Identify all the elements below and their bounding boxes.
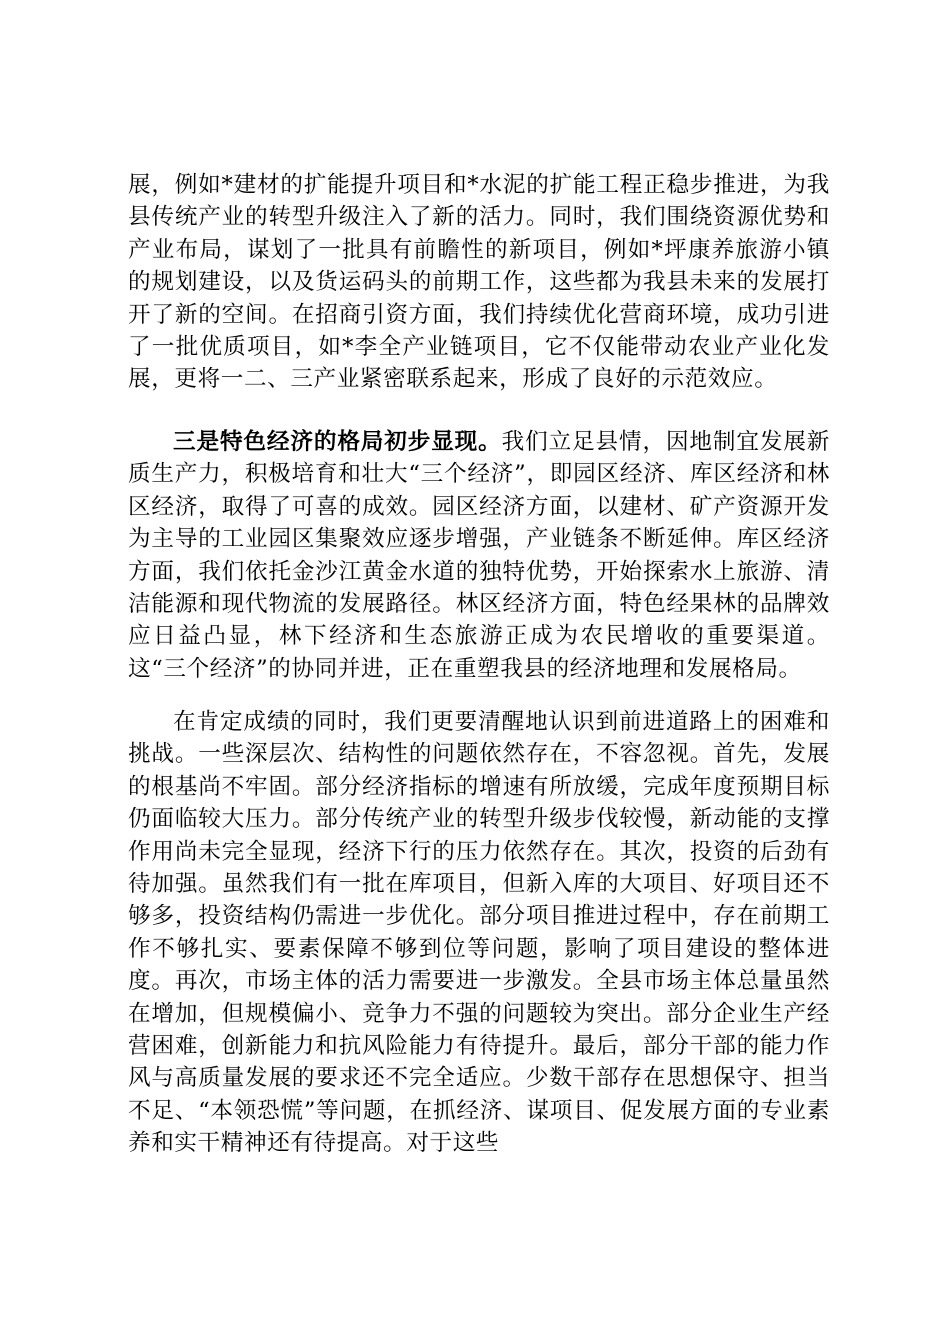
paragraph-heading: 三是特色经济的格局初步显现。 — [173, 429, 502, 455]
paragraph-continuation — [128, 169, 830, 396]
paragraph-featured-economy — [128, 426, 830, 685]
paragraph-challenges — [128, 706, 830, 1160]
paragraph-text: 在肯定成绩的同时，我们更要清醒地认识到前进道路上的困难和挑战。一些深层次、结构性的问题依然存在，不容忽视。首先，发展的根基尚不牢固。部分经济指标的增速有所放缓，完成年度预期目标仍面临较大压力。部分传统产业的转型升级步伐较慢，新动能的支撑作用尚未完全显现，经济下行的压力依然存在。其次，投资的后劲有待加强。虽然我们有一批在库项目，但新入库的大项目、好项目还不够多，投资结构仍需进一步优化。部分项目推进过程中，存在前期工作不够扎实、要素保障不够到位等问题，影响了项目建设的整体进度。再次，市场主体的活力需要进一步激发。全县市场主体总量虽然在增加，但规模偏小、竞争力不强的问题较为突出。部分企业生产经营困难，创新能力和抗风险能力有待提升。最后，部分干部的能力作风与高质量发展的要求还不完全适应。少数干部存在思想保守、担当不足、“本领恐慌”等问题，在抓经济、谋项目、促发展方面的专业素养和实干精神还有待提高。对于这些 — [128, 709, 830, 1157]
paragraph-text: 展，例如*建材的扩能提升项目和*水泥的扩能工程正稳步推进，为我县传统产业的转型升级注入了新的活力。同时，我们围绕资源优势和产业布局，谋划了一批具有前瞻性的新项目，例如*坪康养旅游小镇的规划建设，以及货运码头的前期工作，这些都为我县未来的发展打开了新的空间。在招商引资方面，我们持续优化营商环境，成功引进了一批优质项目，如*李全产业链项目，它不仅能带动农业产业化发展，更将一二、三产业紧密联系起来，形成了良好的示范效应。 — [128, 172, 830, 393]
paragraph-text: 我们立足县情，因地制宜发展新质生产力，积极培育和壮大“三个经济”，即园区经济、库区经济和林区经济，取得了可喜的成效。园区经济方面，以建材、矿产资源开发为主导的工业园区集聚效应逐步增强，产业链条不断延伸。库区经济方面，我们依托金沙江黄金水道的独特优势，开始探索水上旅游、清洁能源和现代物流的发展路径。林区经济方面，特色经果林的品牌效应日益凸显，林下经济和生态旅游正成为农民增收的重要渠道。这“三个经济”的协同并进，正在重塑我县的经济地理和发展格局。 — [128, 429, 830, 682]
